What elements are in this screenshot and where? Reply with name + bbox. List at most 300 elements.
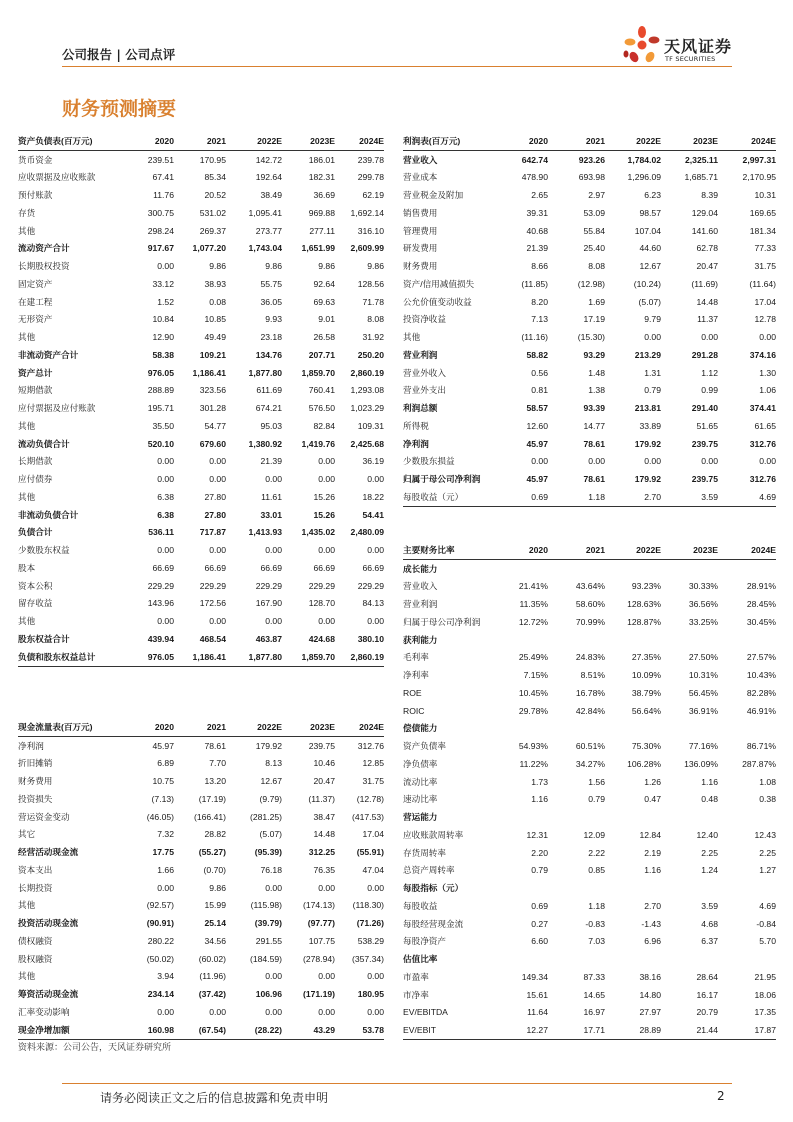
value-cell: 1.48 [588, 367, 605, 378]
value-cell [605, 631, 661, 649]
value-cell: 213.81 [634, 403, 661, 414]
value-cell: 3.94 [157, 971, 174, 982]
value-cell: 160.98 [128, 1021, 174, 1039]
table-row [403, 559, 776, 577]
value-cell: 106.96 [255, 989, 282, 1000]
row-label: 其他 [18, 900, 36, 911]
value-cell: 15.61 [526, 989, 548, 1000]
table-row [18, 630, 384, 648]
value-cell: 93.39 [583, 403, 605, 414]
table-row [18, 311, 384, 329]
value-cell: 143.96 [147, 598, 174, 609]
value-cell: 14.77 [583, 420, 605, 431]
value-cell: 10.31 [754, 190, 776, 201]
value-cell: 12.40 [696, 829, 718, 840]
value-cell [661, 808, 718, 826]
table-row [403, 382, 776, 400]
value-cell: (95.39) [254, 847, 282, 858]
value-cell: (10.24) [633, 278, 661, 289]
value-cell: 213.29 [634, 349, 661, 360]
table-row [18, 541, 384, 559]
value-cell: 1,077.20 [192, 243, 226, 254]
value-cell [661, 631, 718, 649]
table-row [18, 204, 384, 222]
value-cell: 20.52 [204, 190, 226, 201]
value-cell: 58.38 [152, 349, 174, 360]
row-label: 市净率 [403, 989, 429, 1000]
value-cell: 2.20 [531, 847, 548, 858]
value-cell: 2.22 [588, 847, 605, 858]
table-row [18, 559, 384, 577]
value-cell: 9.01 [318, 314, 335, 325]
value-cell: 167.90 [255, 598, 282, 609]
row-label: 每股收益 [403, 900, 438, 911]
value-cell: -1.43 [641, 918, 661, 929]
table-row [403, 720, 776, 738]
value-cell: (46.05) [146, 811, 174, 822]
value-cell: 66.69 [204, 562, 226, 573]
value-cell: 15.99 [204, 900, 226, 911]
value-cell: 93.29 [583, 349, 605, 360]
value-cell: 25.40 [583, 243, 605, 254]
value-cell: 1,186.41 [192, 367, 226, 378]
table-row [18, 826, 384, 844]
value-cell: 1,419.76 [301, 438, 335, 449]
value-cell: 0.79 [588, 794, 605, 805]
value-cell: 2.25 [701, 847, 718, 858]
value-cell: 46.91% [746, 705, 776, 716]
row-label: 筹资活动现金流 [18, 989, 79, 1000]
value-cell: 11.22% [519, 758, 548, 769]
value-cell [661, 950, 718, 968]
value-cell: 1,685.71 [684, 172, 718, 183]
value-cell: 299.78 [357, 172, 384, 183]
value-cell: 1,692.14 [350, 207, 384, 218]
value-cell: 312.76 [357, 740, 384, 751]
page-title: 财务预测摘要 [62, 98, 177, 120]
disclaimer-text: 请务必阅读正文之后的信息披露和免责申明 [100, 1091, 329, 1105]
table-row [18, 736, 384, 754]
value-cell: 87.33 [583, 971, 605, 982]
value-cell: -0.84 [756, 918, 776, 929]
value-cell: 1.38 [588, 385, 605, 396]
row-label: 应收账款周转率 [403, 829, 464, 840]
value-cell: 229.29 [308, 580, 335, 591]
value-cell: 107.75 [308, 935, 335, 946]
row-label: 无形资产 [18, 314, 53, 325]
value-cell: 7.15% [523, 670, 548, 681]
value-cell [548, 950, 605, 968]
value-cell: 12.72% [518, 616, 548, 627]
value-cell: 0.00 [157, 474, 174, 485]
table-row [18, 240, 384, 258]
value-cell: (9.79) [259, 793, 282, 804]
value-cell [718, 631, 776, 649]
value-cell: 149.34 [521, 971, 548, 982]
value-cell: 0.00 [265, 971, 282, 982]
value-cell: 66.69 [260, 562, 282, 573]
value-cell: 169.65 [749, 207, 776, 218]
table-row [18, 382, 384, 400]
value-cell: 2,480.09 [350, 527, 384, 538]
value-cell: 10.84 [152, 314, 174, 325]
value-cell: 207.71 [308, 349, 335, 360]
table-row [18, 222, 384, 240]
value-cell: 56.45% [688, 687, 718, 698]
value-cell: 6.37 [701, 936, 718, 947]
table-row [403, 737, 776, 755]
value-cell [605, 720, 661, 738]
value-cell: 923.26 [578, 154, 605, 165]
value-cell: 6.60 [531, 936, 548, 947]
value-cell: 77.16% [688, 741, 718, 752]
table-row [403, 186, 776, 204]
row-label: 净利率 [403, 670, 429, 681]
value-cell: 10.09% [631, 670, 661, 681]
row-label: ROE [403, 687, 422, 698]
value-cell: 239.78 [357, 154, 384, 165]
row-label: 长期投资 [18, 882, 53, 893]
table-row [403, 293, 776, 311]
value-cell [503, 559, 548, 577]
value-cell: 12.67 [639, 261, 661, 272]
year-header-cell: 2022E [226, 718, 282, 736]
value-cell: 109.21 [199, 349, 226, 360]
value-cell: 0.00 [318, 456, 335, 467]
value-cell: 58.60% [575, 599, 605, 610]
value-cell: 20.47 [313, 776, 335, 787]
value-cell: 538.29 [357, 935, 384, 946]
value-cell: 12.09 [583, 829, 605, 840]
value-cell [605, 879, 661, 897]
table-row [403, 684, 776, 702]
year-header-cell: 2022E [605, 541, 661, 559]
value-cell: 21.95 [754, 971, 776, 982]
value-cell: 1,651.99 [301, 243, 335, 254]
value-cell: -0.83 [585, 918, 605, 929]
table-row [403, 222, 776, 240]
value-cell: 520.10 [147, 438, 174, 449]
value-cell: 0.00 [209, 1006, 226, 1017]
value-cell: 2.97 [588, 190, 605, 201]
table-row [403, 631, 776, 649]
value-cell: 679.60 [199, 438, 226, 449]
year-header-cell: 2021 [548, 541, 605, 559]
row-label: 留存收益 [18, 598, 53, 609]
value-cell: 291.40 [691, 403, 718, 414]
row-label: 存货 [18, 207, 36, 218]
value-cell: (11.96) [199, 971, 226, 982]
table-row [18, 293, 384, 311]
value-cell: 27.80 [204, 491, 226, 502]
table-row [18, 648, 384, 666]
row-label: 少数股东权益 [18, 545, 70, 556]
row-label: 每股经营现金流 [403, 918, 464, 929]
value-cell: 1.31 [644, 367, 661, 378]
value-cell: 1.18 [548, 488, 605, 506]
value-cell: 36.91% [688, 705, 718, 716]
value-cell: 0.27 [531, 918, 548, 929]
value-cell: (55.27) [198, 847, 226, 858]
value-cell: 2,170.95 [742, 172, 776, 183]
value-cell: 288.89 [147, 385, 174, 396]
table-row [18, 595, 384, 613]
value-cell: 49.49 [204, 332, 226, 343]
table-row [18, 453, 384, 471]
value-cell: 10.46 [313, 758, 335, 769]
value-cell: 239.75 [691, 474, 718, 485]
row-label: 归属于母公司净利润 [403, 616, 481, 627]
table-row [403, 791, 776, 809]
row-label: 投资损失 [18, 793, 53, 804]
value-cell: 182.31 [308, 172, 335, 183]
year-header-cell: 2023E [282, 132, 335, 150]
value-cell: 58.82 [526, 349, 548, 360]
value-cell: 53.09 [583, 207, 605, 218]
table-row [18, 275, 384, 293]
value-cell: 27.97 [639, 1007, 661, 1018]
value-cell: 1.66 [157, 864, 174, 875]
value-cell: 8.08 [588, 261, 605, 272]
value-cell: 463.87 [255, 633, 282, 644]
value-cell: 129.04 [691, 207, 718, 218]
value-cell: 27.50% [688, 652, 718, 663]
value-cell: 374.41 [749, 403, 776, 414]
value-cell: 1,095.41 [248, 207, 282, 218]
value-cell [503, 950, 548, 968]
value-cell: 7.13 [531, 314, 548, 325]
value-cell: 976.05 [147, 367, 174, 378]
value-cell: 2.70 [644, 900, 661, 911]
table-row [403, 346, 776, 364]
row-label: 其他 [18, 971, 36, 982]
year-header-cell: 2023E [661, 541, 718, 559]
value-cell: 128.56 [357, 278, 384, 289]
value-cell: (37.42) [198, 989, 226, 1000]
value-cell: (90.91) [146, 918, 174, 929]
value-cell: 576.50 [308, 403, 335, 414]
table-row [18, 346, 384, 364]
value-cell: 0.56 [531, 367, 548, 378]
value-cell: 43.64% [575, 581, 605, 592]
value-cell: 1.30 [759, 367, 776, 378]
value-cell: 27.80 [204, 509, 226, 520]
value-cell: 106.28% [627, 758, 661, 769]
value-cell: 6.38 [157, 509, 174, 520]
row-label: 营业利润 [403, 349, 438, 360]
value-cell: 76.18 [260, 864, 282, 875]
value-cell: (11.69) [691, 278, 718, 289]
value-cell: 312.76 [749, 474, 776, 485]
value-cell: 16.78% [575, 687, 605, 698]
table-row [18, 524, 384, 542]
table-row [403, 328, 776, 346]
value-cell: 0.00 [367, 882, 384, 893]
value-cell [718, 559, 776, 577]
value-cell: 536.11 [148, 527, 174, 538]
value-cell: 56.64% [631, 705, 661, 716]
value-cell: 29.78% [518, 705, 548, 716]
value-cell: 55.75 [260, 278, 282, 289]
value-cell: 25.14 [204, 918, 226, 929]
value-cell: 12.85 [362, 758, 384, 769]
row-label: 每股指标（元） [403, 883, 464, 894]
value-cell: 18.22 [362, 491, 384, 502]
flower-logo-icon [622, 24, 662, 68]
value-cell: 0.00 [759, 332, 776, 343]
value-cell: 0.00 [265, 616, 282, 627]
value-cell: 4.69 [718, 488, 776, 506]
value-cell: 28.89 [605, 1021, 661, 1039]
value-cell: 17.04 [754, 296, 776, 307]
value-cell: 424.68 [308, 633, 335, 644]
value-cell: 0.00 [644, 332, 661, 343]
value-cell: 0.00 [318, 971, 335, 982]
row-label: 营业收入 [403, 581, 438, 592]
year-header-cell: 2020 [128, 132, 174, 150]
value-cell: 128.63% [627, 599, 661, 610]
row-label: 总资产周转率 [403, 865, 455, 876]
table-header-row [403, 541, 776, 559]
table-header-row [18, 132, 384, 150]
value-cell: 323.56 [199, 385, 226, 396]
logo-name: 天风证券 [664, 37, 733, 56]
value-cell: 291.55 [255, 935, 282, 946]
table-row [18, 150, 384, 168]
value-cell: (11.16) [521, 332, 548, 343]
value-cell: 11.35% [519, 599, 548, 610]
value-cell: 28.45% [746, 599, 776, 610]
value-cell: 27.57% [746, 652, 776, 663]
value-cell: 969.88 [308, 207, 335, 218]
value-cell: 0.69 [503, 488, 548, 506]
table-row [403, 275, 776, 293]
value-cell: 54.77 [204, 420, 226, 431]
value-cell: 2,425.68 [350, 438, 384, 449]
value-cell: 9.86 [265, 261, 282, 272]
value-cell: 0.00 [367, 616, 384, 627]
table-row [403, 169, 776, 187]
value-cell: 0.85 [588, 865, 605, 876]
value-cell: 21.39 [526, 243, 548, 254]
value-cell: 128.70 [308, 598, 335, 609]
row-label: 负债和股东权益总计 [18, 648, 128, 666]
table-row [403, 702, 776, 720]
year-header-cell: 2024E [718, 541, 776, 559]
row-label: 营业利润 [403, 599, 438, 610]
value-cell: 2,860.19 [335, 648, 384, 666]
value-cell: 15.26 [313, 509, 335, 520]
row-label: 每股净资产 [403, 936, 446, 947]
value-cell: (97.77) [307, 918, 335, 929]
table-row [403, 240, 776, 258]
table-row [403, 666, 776, 684]
row-label: 毛利率 [403, 652, 429, 663]
value-cell: 33.89 [639, 420, 661, 431]
table-row [403, 844, 776, 862]
table-row [18, 897, 384, 915]
value-cell: 0.08 [209, 296, 226, 307]
value-cell: (7.13) [151, 793, 174, 804]
value-cell: 107.04 [634, 225, 661, 236]
value-cell: 10.31% [688, 670, 718, 681]
table-row [18, 417, 384, 435]
value-cell: (5.07) [259, 829, 282, 840]
value-cell: 186.01 [308, 154, 335, 165]
value-cell: 0.00 [318, 545, 335, 556]
value-cell: (174.13) [302, 900, 335, 911]
row-label: 汇率变动影响 [18, 1006, 70, 1017]
value-cell: 1,435.02 [301, 527, 335, 538]
value-cell: 8.66 [531, 261, 548, 272]
value-cell: 20.47 [696, 261, 718, 272]
table-row [403, 897, 776, 915]
value-cell [661, 720, 718, 738]
table-row [403, 399, 776, 417]
value-cell: 291.28 [691, 349, 718, 360]
value-cell: 45.97 [526, 438, 548, 449]
row-label: 研发费用 [403, 243, 438, 254]
year-header-cell: 2022E [605, 132, 661, 150]
table-row [18, 399, 384, 417]
value-cell: 76.35 [313, 864, 335, 875]
value-cell: (166.41) [193, 811, 226, 822]
row-label: 归属于母公司净利润 [403, 474, 481, 485]
row-label: 其他 [18, 332, 36, 343]
row-label: 投资净收益 [403, 314, 446, 325]
row-label: 资本支出 [18, 864, 53, 875]
table-row [403, 578, 776, 596]
value-cell: 8.39 [701, 190, 718, 201]
table-row [403, 595, 776, 613]
table-row [18, 1003, 384, 1021]
value-cell: (71.26) [356, 918, 384, 929]
value-cell: 0.00 [157, 1006, 174, 1017]
value-cell: 43.29 [282, 1021, 335, 1039]
value-cell: 17.19 [583, 314, 605, 325]
value-cell: 14.48 [696, 296, 718, 307]
value-cell: 1.16 [644, 865, 661, 876]
value-cell: 0.00 [157, 261, 174, 272]
value-cell: 12.84 [639, 829, 661, 840]
value-cell: (50.02) [146, 953, 174, 964]
value-cell: 0.81 [531, 385, 548, 396]
value-cell: 51.65 [696, 420, 718, 431]
value-cell: (67.54) [174, 1021, 226, 1039]
table-row [18, 950, 384, 968]
value-cell [718, 808, 776, 826]
value-cell: 36.69 [313, 190, 335, 201]
row-label: 应付票据及应付账款 [18, 403, 96, 414]
value-cell: 0.00 [367, 971, 384, 982]
value-cell: 10.45% [518, 687, 548, 698]
value-cell: 693.98 [578, 172, 605, 183]
value-cell: 280.22 [147, 935, 174, 946]
value-cell: 36.19 [362, 456, 384, 467]
value-cell: 9.93 [265, 314, 282, 325]
value-cell: 11.61 [261, 491, 282, 502]
value-cell: 1,186.41 [174, 648, 226, 666]
year-header-cell: 2021 [174, 718, 226, 736]
table-title-cell: 主要财务比率 [403, 541, 503, 559]
value-cell: 45.97 [152, 740, 174, 751]
year-header-cell: 2021 [174, 132, 226, 150]
value-cell: (15.30) [577, 332, 605, 343]
value-cell [548, 808, 605, 826]
value-cell: 1,380.92 [248, 438, 282, 449]
value-cell: (55.91) [356, 847, 384, 858]
value-cell [503, 879, 548, 897]
